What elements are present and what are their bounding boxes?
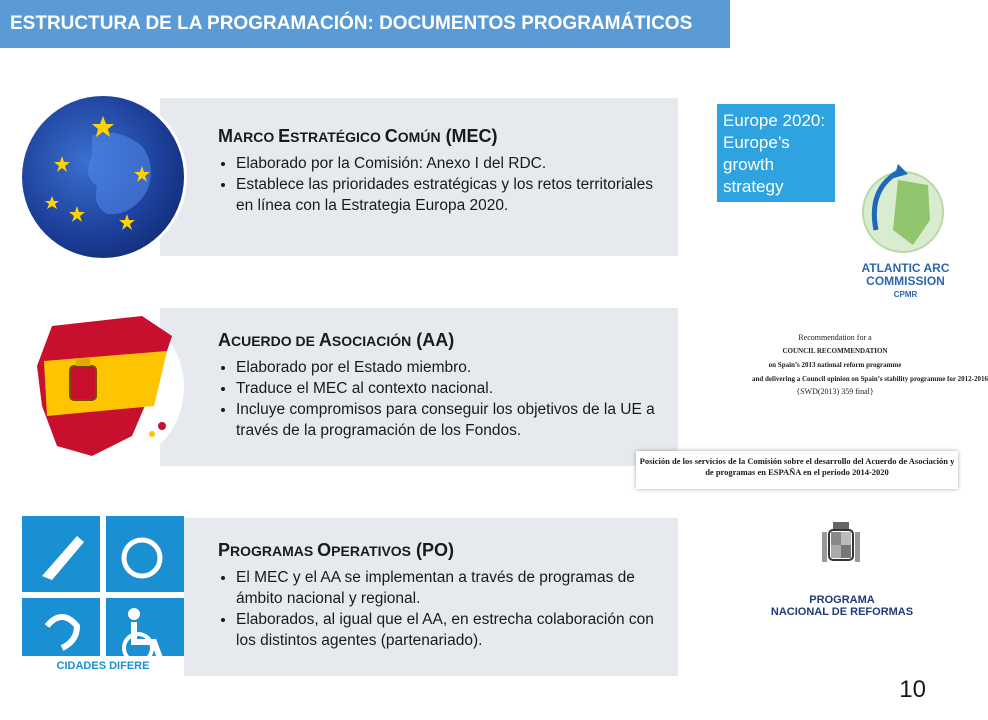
doc-line: {SWD(2013) 359 final} bbox=[796, 387, 874, 396]
spain-coat-of-arms-icon bbox=[820, 520, 862, 568]
bullet: • Traduce el MEC al contexto nacional. bbox=[236, 378, 666, 399]
section-aa-panel bbox=[160, 308, 678, 466]
bullet: • Elaborado por el Estado miembro. bbox=[236, 357, 666, 378]
atlantic-arc-logo-text bbox=[853, 262, 958, 301]
pnr-logo-text bbox=[762, 594, 922, 618]
europe-2020-line: growth bbox=[723, 155, 775, 174]
bullet: • Incluye compromisos para conseguir los objetivos de la UE a través de la programación de los Fondos. bbox=[236, 399, 666, 441]
slide-title: ESTRUCTURA DE LA PROGRAMACIÓN: DOCUMENTOS PROGRAMÁTICOS bbox=[0, 0, 730, 48]
council-recommendation-doc bbox=[752, 332, 988, 398]
atlantic-line: CPMR bbox=[893, 290, 918, 299]
doc-line: and delivering a Council opinion on Spain’s stability programme for 2012-2016 bbox=[752, 375, 988, 383]
bullet: • Establece las prioridades estratégicas y los retos territoriales en línea con la Estrategia Europa 2020. bbox=[236, 174, 666, 216]
bullet: • Elaborados, al igual que el AA, en estrecha colaboración con los distintos agentes (partenariado). bbox=[236, 609, 666, 651]
atlantic-line: COMMISSION bbox=[866, 274, 945, 288]
section-aa-bullets bbox=[218, 357, 666, 441]
accessibility-icons-image bbox=[22, 516, 184, 678]
atlantic-line: ATLANTIC ARC bbox=[861, 261, 950, 275]
section-aa-heading: ACUERDO DE ASOCIACIÓN (AA) bbox=[218, 330, 455, 350]
spain-flag-map-image bbox=[22, 306, 184, 468]
accessibility-banner-text: CIDADES DIFERE bbox=[56, 660, 150, 672]
pnr-line: NACIONAL DE REFORMAS bbox=[770, 606, 914, 618]
europe-2020-line: strategy bbox=[723, 177, 784, 196]
europe-2020-line: Europe 2020: bbox=[723, 111, 826, 130]
bullet: • El MEC y el AA se implementan a través de programas de ámbito nacional y regional. bbox=[236, 567, 666, 609]
doc-line: on Spain’s 2013 national reform programme bbox=[768, 361, 902, 369]
europe-2020-logo bbox=[717, 104, 835, 202]
doc-line: COUNCIL RECOMMENDATION bbox=[782, 347, 888, 355]
section-mec-heading: MARCO ESTRATÉGICO COMÚN (MEC) bbox=[218, 126, 498, 146]
commission-position-doc: Posición de los servicios de la Comisión sobre el desarrollo del Acuerdo de Asociación y de programas en ESPAÑA en el periodo 2014-2020 bbox=[636, 451, 958, 489]
page-number: 10 bbox=[899, 676, 926, 703]
section-po-heading: PROGRAMAS OPERATIVOS (PO) bbox=[218, 540, 455, 560]
eu-globe-image bbox=[22, 96, 184, 258]
bullet: • Elaborado por la Comisión: Anexo I del RDC. bbox=[236, 153, 666, 174]
section-po-bullets bbox=[218, 567, 666, 651]
doc-line: Recommendation for a bbox=[798, 333, 872, 342]
section-po-panel bbox=[160, 518, 678, 676]
section-mec-panel bbox=[160, 98, 678, 256]
section-mec-bullets bbox=[218, 153, 666, 216]
pnr-line: PROGRAMA bbox=[809, 594, 875, 606]
europe-2020-line: Europe’s bbox=[723, 133, 790, 152]
